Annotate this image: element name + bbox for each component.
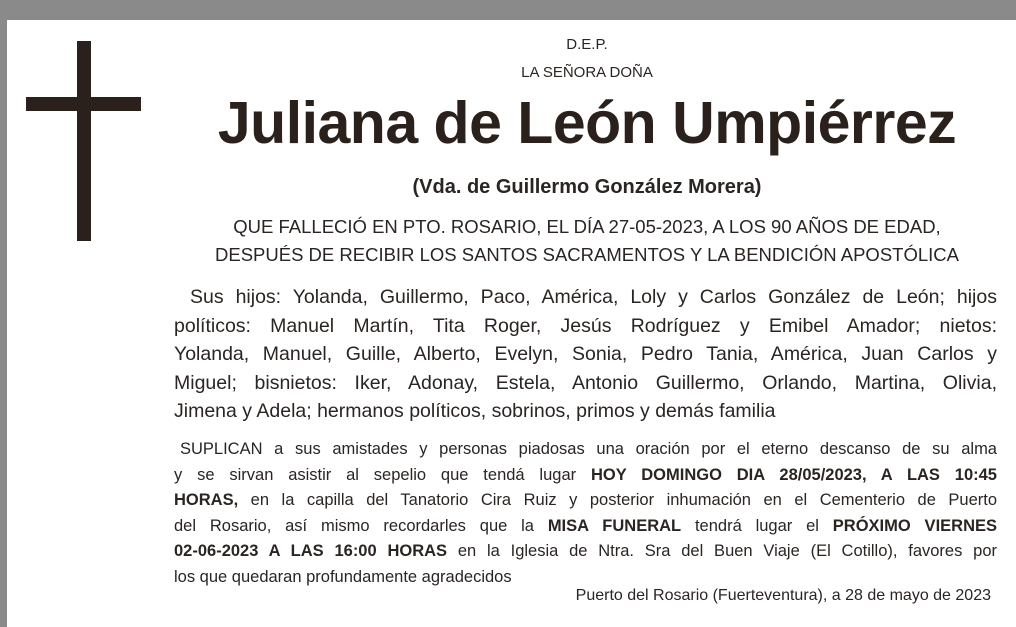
mass-date: PRÓXIMO VIERNES — [832, 516, 997, 535]
supplication-line: los que quedaran profundamente agradecidos — [174, 567, 512, 586]
supplication-line — [174, 463, 997, 489]
death-notice-line-1: QUE FALLECIÓ EN PTO. ROSARIO, EL DÍA 27-05-2023, A LOS 90 AÑOS DE EDAD, — [233, 216, 941, 237]
family-line: Jimena y Adela; hermanos políticos, sobrinos, primos y demás familia — [174, 400, 776, 422]
supplication-text: y se sirvan asistir al sepelio que tendá lugar — [174, 465, 591, 484]
deceased-name: Juliana de León Umpiérrez — [217, 90, 957, 156]
cross-icon-horizontal — [26, 97, 141, 111]
supplication-paragraph — [174, 437, 997, 590]
family-line: políticos: Manuel Martín, Tita Roger, Jesús Rodríguez y Emibel Amador; nietos: — [174, 314, 997, 337]
family-list — [174, 283, 997, 426]
death-notice — [177, 213, 997, 269]
salutation: LA SEÑORA DOÑA — [521, 64, 653, 81]
supplication-line — [174, 539, 997, 565]
family-line: Sus hijos: Yolanda, Guillermo, Paco, América, Loly y Carlos González de León; hijos — [190, 286, 997, 308]
family-line: Miguel; bisnietos: Iker, Adonay, Estela, Antonio Guillermo, Orlando, Martina, Olivia, — [174, 371, 997, 394]
dep-label: D.E.P. — [566, 36, 608, 53]
supplication-text: del Rosario, así mismo recordarles que la — [174, 516, 548, 535]
widow-of: (Vda. de Guillermo González Morera) — [412, 176, 762, 198]
burial-datetime: HOY DOMINGO DIA 28/05/2023, A LAS 10:45 — [590, 465, 997, 484]
obituary-notice — [7, 20, 1016, 627]
supplication-line — [174, 514, 997, 540]
family-line: Yolanda, Manuel, Guille, Alberto, Evelyn, Sonia, Pedro Tania, América, Juan Carlos y — [174, 343, 997, 365]
death-notice-line-2: DESPUÉS DE RECIBIR LOS SANTOS SACRAMENTOS Y LA BENDICIÓN APOSTÓLICA — [215, 244, 959, 265]
cross-icon-vertical — [77, 41, 91, 241]
supplication-line: SUPLICAN a sus amistades y personas piadosas una oración por el eterno descanso de su alma — [180, 440, 997, 458]
mass-datetime: 02-06-2023 A LAS 16:00 HORAS — [174, 542, 448, 560]
burial-datetime-cont: HORAS, — [174, 491, 239, 509]
supplication-text: tendrá lugar el — [681, 516, 833, 535]
closing-place-date: Puerto del Rosario (Fuerteventura), a 28 de mayo de 2023 — [575, 587, 991, 604]
supplication-text: en la Iglesia de Ntra. Sra del Buen Viaje (El Cotillo), favores por — [447, 542, 997, 560]
mass-label: MISA FUNERAL — [547, 516, 682, 535]
supplication-line — [174, 488, 997, 514]
supplication-text: en la capilla del Tanatorio Cira Ruiz y posterior inhumación en el Cementerio de Puerto — [238, 491, 997, 509]
